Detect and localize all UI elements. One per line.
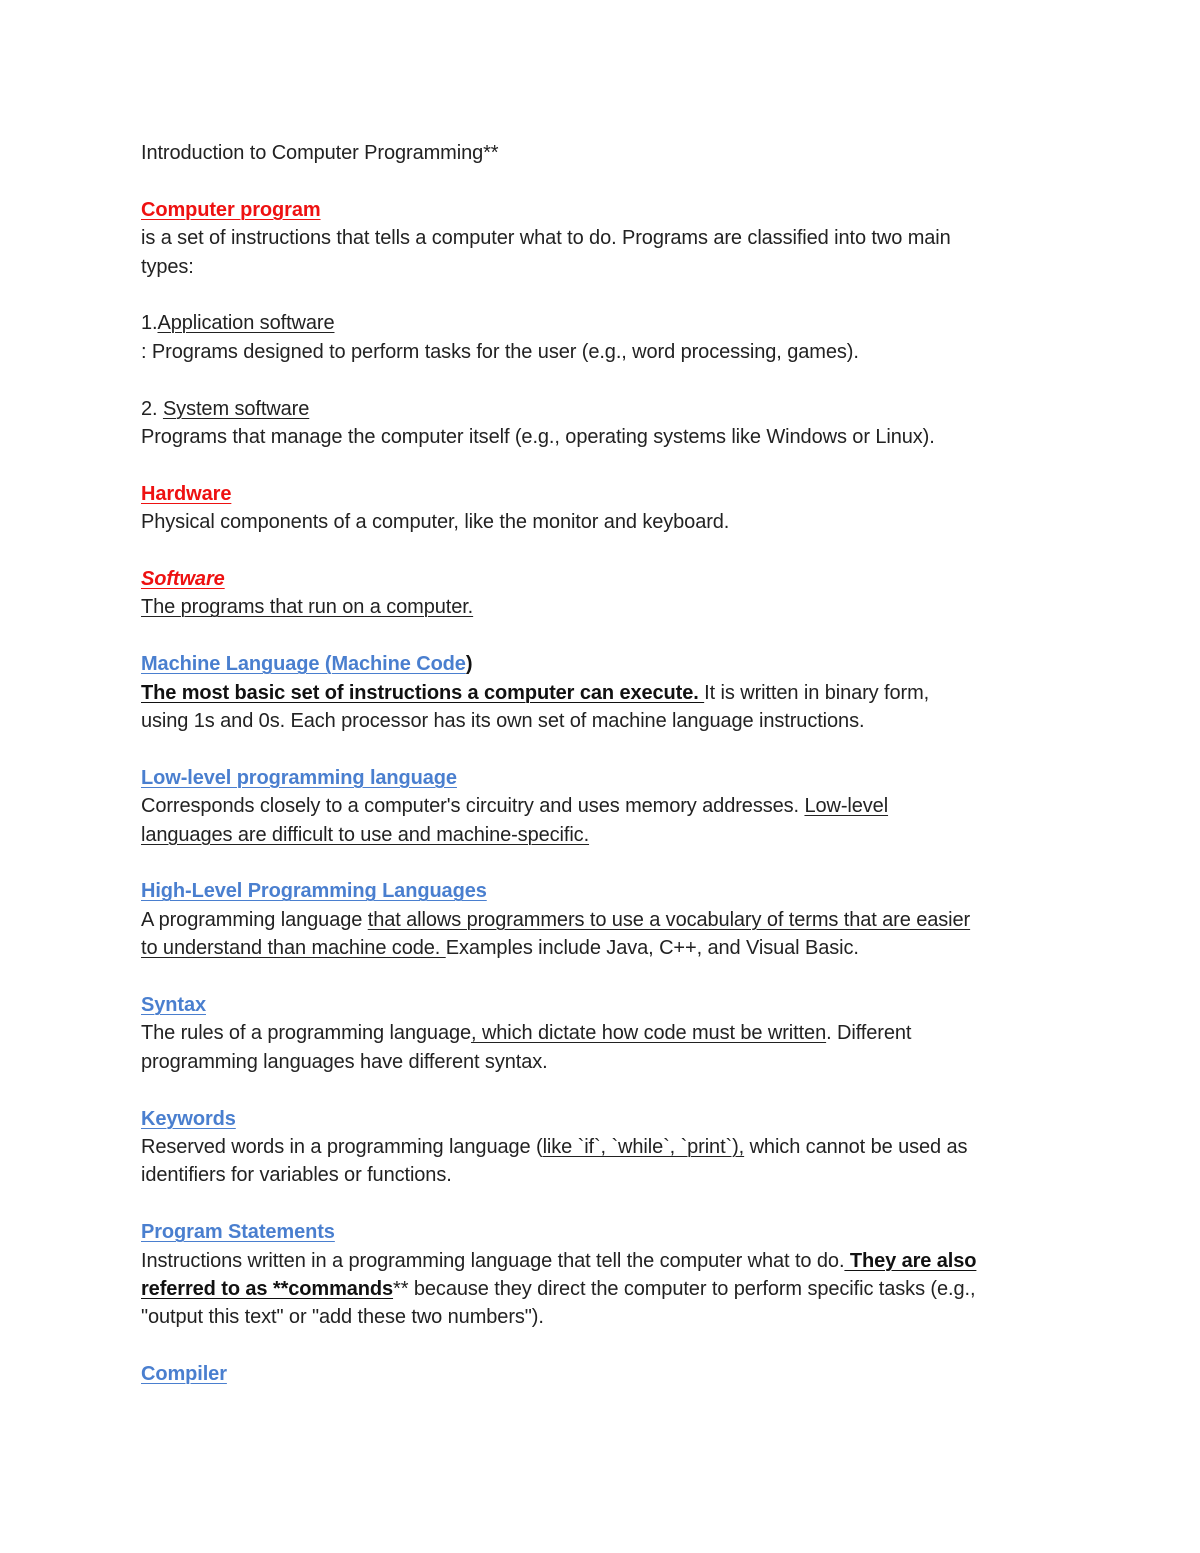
heading-machine-language-close: ) xyxy=(465,653,473,676)
keywords-underlined-1: like `if`, `while`, `print`), xyxy=(542,1136,745,1159)
section-computer-program xyxy=(141,196,1071,224)
keywords-text-2: which cannot be used as xyxy=(744,1136,968,1159)
section-program-statements xyxy=(141,1218,1071,1246)
syntax-text-2: . Different xyxy=(826,1022,912,1045)
machine-language-bold: The most basic set of instructions a computer can execute. xyxy=(141,681,705,704)
computer-program-text-1: is a set of instructions that tells a computer what to do. Programs are classified into two main xyxy=(141,227,951,250)
heading-machine-language: Machine Language (Machine Code xyxy=(141,653,466,676)
application-software-label: Application software xyxy=(157,312,335,335)
heading-low-level: Low-level programming language xyxy=(141,766,457,789)
heading-compiler: Compiler xyxy=(141,1363,227,1386)
machine-language-text-2: using 1s and 0s. Each processor has its own set of machine language instructions. xyxy=(141,710,865,733)
high-level-underlined-2: to understand than machine code. xyxy=(141,937,446,960)
keywords-text-3: identifiers for variables or functions. xyxy=(141,1164,452,1187)
heading-program-statements: Program Statements xyxy=(141,1221,335,1244)
document-title: Introduction to Computer Programming** xyxy=(141,142,499,164)
list-item-system-software xyxy=(141,395,1071,423)
section-keywords xyxy=(141,1105,1071,1133)
section-machine-language xyxy=(141,650,1071,678)
section-hardware xyxy=(141,480,1071,508)
high-level-line-2 xyxy=(141,934,1071,962)
section-syntax xyxy=(141,991,1071,1019)
high-level-text-1: A programming language xyxy=(141,908,368,931)
program-statements-text-1: Instructions written in a programming language that tell the computer what to do. xyxy=(141,1249,845,1272)
syntax-underlined-1: , which dictate how code must be written xyxy=(471,1022,827,1045)
low-level-underlined-2: languages are difficult to use and machine-specific. xyxy=(141,823,590,846)
section-software xyxy=(141,565,1071,593)
heading-hardware: Hardware xyxy=(141,482,232,505)
heading-keywords: Keywords xyxy=(141,1107,236,1130)
program-statements-line-1 xyxy=(141,1247,1071,1275)
list-number: 1. xyxy=(141,312,158,335)
syntax-text-3: programming languages have different syntax. xyxy=(141,1050,548,1073)
keywords-text-1: Reserved words in a programming language ( xyxy=(141,1136,543,1159)
program-statements-text-2: ** because they direct the computer to perform specific tasks (e.g., xyxy=(393,1278,976,1301)
program-statements-bold-1: They are also xyxy=(844,1249,977,1272)
system-software-label: System software xyxy=(162,397,310,420)
low-level-underlined-1: Low-level xyxy=(804,795,889,818)
high-level-underlined-1: that allows programmers to use a vocabulary of terms that are easier xyxy=(367,908,971,931)
software-desc: The programs that run on a computer. xyxy=(141,596,474,619)
computer-program-text-2: types: xyxy=(141,255,194,278)
section-low-level xyxy=(141,764,1071,792)
section-high-level xyxy=(141,877,1071,905)
heading-computer-program: Computer program xyxy=(141,198,321,221)
machine-language-text-1: It is written in binary form, xyxy=(704,681,930,704)
low-level-text-1: Corresponds closely to a computer's circuitry and uses memory addresses. xyxy=(141,795,805,818)
heading-software: Software xyxy=(141,568,225,591)
list-number: 2. xyxy=(141,397,163,420)
program-statements-line-2 xyxy=(141,1275,1071,1303)
high-level-text-2: Examples include Java, C++, and Visual Basic. xyxy=(445,937,859,960)
low-level-line-1 xyxy=(141,792,1071,820)
application-software-desc: : Programs designed to perform tasks for the user (e.g., word processing, games). xyxy=(141,340,859,363)
syntax-line-1 xyxy=(141,1019,1071,1047)
syntax-text-1: The rules of a programming language xyxy=(141,1022,472,1045)
section-compiler xyxy=(141,1360,1071,1388)
program-statements-bold-2: referred to as **commands xyxy=(141,1278,394,1301)
list-item-application-software xyxy=(141,309,1071,337)
heading-syntax: Syntax xyxy=(141,994,206,1017)
hardware-desc: Physical components of a computer, like the monitor and keyboard. xyxy=(141,511,730,534)
document-body xyxy=(141,139,1071,1389)
heading-high-level: High-Level Programming Languages xyxy=(141,880,487,903)
high-level-line-1 xyxy=(141,906,1071,934)
program-statements-text-3: "output this text" or "add these two numbers"). xyxy=(141,1306,544,1329)
machine-language-line-1 xyxy=(141,679,1071,707)
keywords-line-1 xyxy=(141,1133,1071,1161)
system-software-desc: Programs that manage the computer itself (e.g., operating systems like Windows or Linux). xyxy=(141,426,935,449)
